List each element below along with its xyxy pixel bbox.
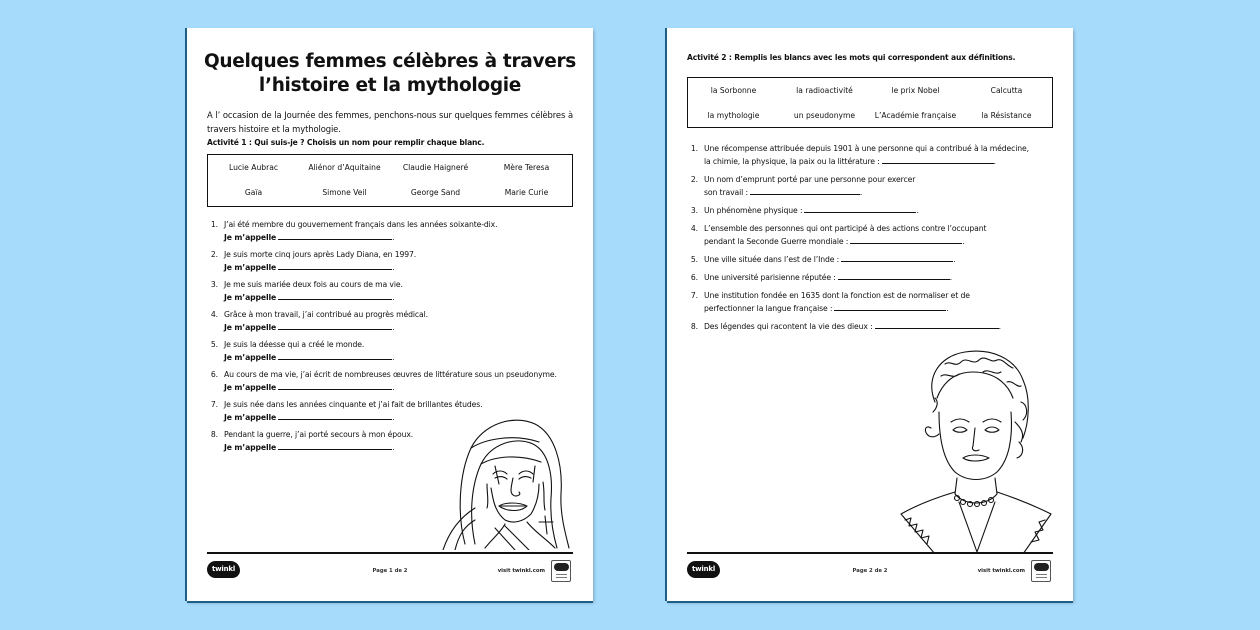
word-bank	[687, 77, 1053, 128]
answer-blank[interactable]	[841, 253, 953, 262]
definition-item: 3. Un phénomène physique : .	[690, 206, 919, 215]
definition-item: 7. Une institution fondée en 1635 dont la fonction est de normaliser et de perfectionner la langue française : .	[690, 291, 970, 313]
twinkl-logo[interactable]: twinkl	[207, 561, 240, 578]
question-item: 2. Je suis morte cinq jours après Lady Diana, en 1997. Je m’appelle .	[210, 250, 417, 272]
visit-link[interactable]: visit twinkl.com	[497, 568, 545, 574]
worksheet-page-2	[667, 28, 1073, 601]
certification-badge-icon	[1031, 560, 1051, 582]
answer-blank[interactable]	[875, 320, 999, 329]
word-bank-item: Mère Teresa	[503, 163, 550, 172]
title-line-1: Quelques femmes célèbres à travers	[203, 51, 577, 72]
definition-item: 8. Des légendes qui racontent la vie des dieux : .	[690, 322, 1001, 331]
word-bank-item: le prix Nobel	[891, 86, 940, 95]
visit-link[interactable]: visit twinkl.com	[977, 568, 1025, 574]
definition-item: 6. Une université parisienne réputée : .	[690, 273, 953, 282]
word-bank-item: Marie Curie	[504, 188, 549, 197]
question-item: 7. Je suis née dans les années cinquante et j’ai fait de brillantes études. Je m’appelle .	[210, 400, 483, 422]
question-item: 6. Au cours de ma vie, j’ai écrit de nombreuses œuvres de littérature sous un pseudonyme. Je m’appelle .	[210, 370, 557, 392]
definition-item: 1. Une récompense attribuée depuis 1901 à une personne qui a contribué à la médecine, la chimie, la physique, la paix ou la littérature : .	[690, 144, 1029, 166]
question-item: 5. Je suis la déesse qui a créé le monde. Je m’appelle .	[210, 340, 395, 362]
word-bank-item: Aliénor d’Aquitaine	[308, 163, 381, 172]
question-item: 1. J’ai été membre du gouvernement français dans les années soixante-dix. Je m’appelle .	[210, 220, 498, 242]
answer-blank[interactable]	[838, 271, 950, 280]
answer-blank[interactable]	[882, 155, 994, 164]
definition-list	[687, 142, 1057, 333]
answer-blank[interactable]	[278, 411, 392, 420]
answer-blank[interactable]	[278, 321, 392, 330]
definition-item: 5. Une ville située dans l’est de l’Inde : .	[690, 255, 956, 264]
answer-blank[interactable]	[834, 302, 946, 311]
activity-2-heading: Activité 2 : Remplis les blancs avec les mots qui correspondent aux définitions.	[687, 53, 1016, 62]
twinkl-logo[interactable]: twinkl	[687, 561, 720, 578]
activity-1-heading: Activité 1 : Qui suis-je ? Choisis un nom pour remplir chaque blanc.	[207, 138, 485, 147]
page-number: Page 1 de 2	[372, 568, 408, 574]
footer-divider	[207, 552, 573, 554]
answer-blank[interactable]	[278, 291, 392, 300]
word-bank-item: L’Académie française	[874, 111, 957, 120]
word-bank-item: Gaïa	[244, 188, 263, 197]
question-item: 3. Je me suis mariée deux fois au cours de ma vie. Je m’appelle .	[210, 280, 403, 302]
word-bank-item: la Résistance	[981, 111, 1032, 120]
footer-divider	[687, 552, 1053, 554]
answer-blank[interactable]	[278, 441, 392, 450]
word-bank-item: Lucie Aubrac	[228, 163, 279, 172]
word-bank-item: la Sorbonne	[710, 86, 757, 95]
title-line-2: l’histoire et la mythologie	[258, 75, 522, 96]
answer-blank[interactable]	[278, 381, 392, 390]
answer-blank[interactable]	[278, 261, 392, 270]
word-bank-item: Calcutta	[990, 86, 1023, 95]
mother-teresa-illustration	[435, 404, 575, 550]
certification-badge-icon	[551, 560, 571, 582]
question-item: 4. Grâce à mon travail, j’ai contribué au progrès médical. Je m’appelle .	[210, 310, 428, 332]
word-bank-item: Claudie Haigneré	[402, 163, 469, 172]
definition-item: 4. L’ensemble des personnes qui ont participé à des actions contre l’occupant pendant la Seconde Guerre mondiale : .	[690, 224, 987, 246]
page-number: Page 2 de 2	[852, 568, 888, 574]
answer-blank[interactable]	[750, 186, 860, 195]
marie-curie-illustration	[895, 342, 1055, 554]
worksheet-page-1	[187, 28, 593, 601]
word-bank-item: un pseudonyme	[793, 111, 856, 120]
answer-blank[interactable]	[278, 351, 392, 360]
word-bank-item: la mythologie	[707, 111, 760, 120]
intro-paragraph: A l’ occasion de la Journée des femmes, penchons-nous sur quelques femmes célèbres à travers histoire et la mythologie.	[207, 110, 573, 134]
question-item: 8. Pendant la guerre, j’ai porté secours à mon époux. Je m’appelle .	[210, 430, 414, 452]
page-title	[187, 50, 593, 98]
answer-blank[interactable]	[278, 231, 392, 240]
word-bank-item: George Sand	[410, 188, 461, 197]
word-bank-item: la radioactivité	[796, 86, 853, 95]
word-bank	[207, 154, 573, 207]
definition-item: 2. Un nom d’emprunt porté par une personne pour exercer son travail : .	[690, 175, 916, 197]
answer-blank[interactable]	[804, 204, 916, 213]
word-bank-item: Simone Veil	[322, 188, 367, 197]
answer-blank[interactable]	[850, 235, 962, 244]
